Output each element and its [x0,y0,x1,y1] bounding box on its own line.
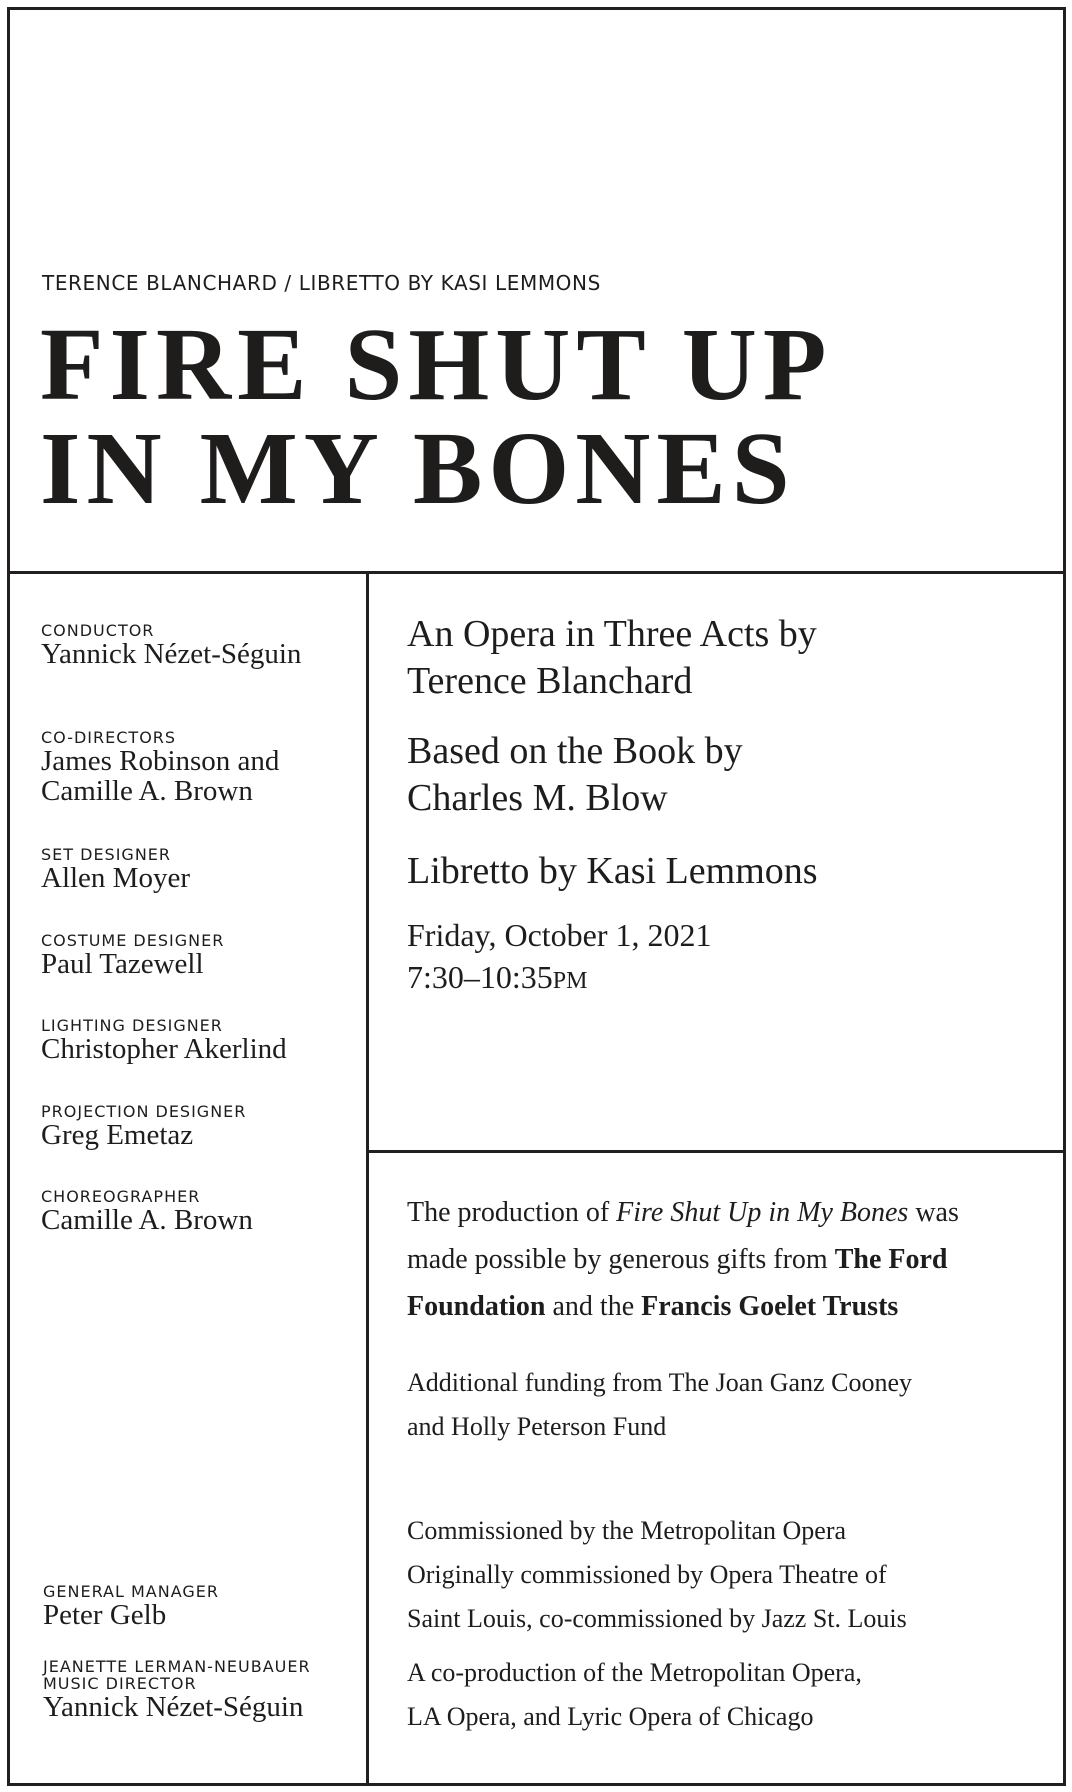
opera-description [407,611,817,705]
libretto-credit: Libretto by Kasi Lemmons [407,850,818,892]
book-credit [407,728,743,822]
performance-date-text: Friday, October 1, 2021 [407,917,712,953]
credit-name: Peter Gelb [43,1599,167,1631]
credit-projection-designer [41,1103,246,1150]
credit-costume-designer [41,932,224,979]
commission-info [407,1509,907,1641]
funder-ford-line-2: Foundation [407,1291,546,1322]
funding-text: was [908,1197,959,1228]
right-panel-divider [366,1150,1066,1153]
commission-line-2: Originally commissioned by Opera Theatre of [407,1560,887,1589]
funding-text: The production of [407,1197,617,1228]
coproduction-info [407,1651,862,1739]
credit-role: CO-DIRECTORS [41,728,177,747]
composer-byline: TERENCE BLANCHARD / LIBRETTO BY KASI LEMMONS [42,271,601,295]
credit-role: GENERAL MANAGER [43,1582,220,1601]
credit-role: JEANETTE LERMAN-NEUBAUER [43,1657,311,1676]
credit-role: COSTUME DESIGNER [41,931,225,950]
time-range: 7:30–10:35 [407,959,553,995]
funding-paragraph [407,1189,959,1330]
commission-line-1: Commissioned by the Metropolitan Opera [407,1516,847,1545]
funding-text: and the [545,1291,642,1322]
credit-conductor [41,622,301,669]
funder-goelet: Francis Goelet Trusts [641,1291,899,1322]
credit-name: Christopher Akerlind [41,1033,287,1065]
funding-text: made possible by generous gifts from [407,1244,835,1275]
funder-ford: The Ford [834,1244,948,1275]
credit-role: LIGHTING DESIGNER [41,1016,223,1035]
funding-opera-title: Fire Shut Up in My Bones [616,1197,909,1228]
credit-name: Camille A. Brown [41,1204,253,1236]
credit-name-line-2: Camille A. Brown [41,775,253,807]
additional-funding-line-1: Additional funding from The Joan Ganz Cooney [407,1368,912,1397]
title-line-2: IN MY BONES [40,411,796,526]
coproduction-line-2: LA Opera, and Lyric Opera of Chicago [407,1702,814,1731]
funding-line-3 [407,1283,959,1330]
credit-name: Paul Tazewell [41,948,204,980]
credit-name: Allen Moyer [41,862,190,894]
credit-name: James Robinson and [41,745,280,777]
additional-funding-line-2: and Holly Peterson Fund [407,1412,667,1441]
book-credit-line-1: Based on the Book by [407,730,743,772]
credit-music-director [43,1658,311,1722]
commission-line-3: Saint Louis, co-commissioned by Jazz St. Louis [407,1604,907,1633]
credit-name: Greg Emetaz [41,1119,194,1151]
credit-co-directors [41,729,279,806]
title-line-1: FIRE SHUT UP [40,307,833,422]
performance-time [407,956,712,1002]
credit-name: Yannick Nézet-Séguin [43,1691,304,1723]
column-divider [366,571,369,1786]
credit-set-designer [41,846,190,893]
book-credit-line-2: Charles M. Blow [407,777,668,819]
performance-date [407,914,712,1002]
credit-choreographer [41,1188,253,1235]
opera-description-line-1: An Opera in Three Acts by [407,613,817,655]
time-suffix: PM [552,968,588,994]
opera-description-line-2: Terence Blanchard [407,660,693,702]
header-divider [7,571,1066,574]
credit-role-line-2: MUSIC DIRECTOR [43,1674,197,1693]
funding-line-2 [407,1236,959,1283]
coproduction-line-1: A co-production of the Metropolitan Opera, [407,1658,862,1687]
credit-role: PROJECTION DESIGNER [41,1102,247,1121]
credit-name: Yannick Nézet-Séguin [41,638,302,670]
opera-title [40,307,833,526]
credit-general-manager [43,1583,219,1630]
credit-lighting-designer [41,1017,287,1064]
credit-role: SET DESIGNER [41,845,172,864]
credit-role: CONDUCTOR [41,621,155,640]
credit-role: CHOREOGRAPHER [41,1187,201,1206]
funding-line-1 [407,1189,959,1236]
additional-funding [407,1361,912,1449]
